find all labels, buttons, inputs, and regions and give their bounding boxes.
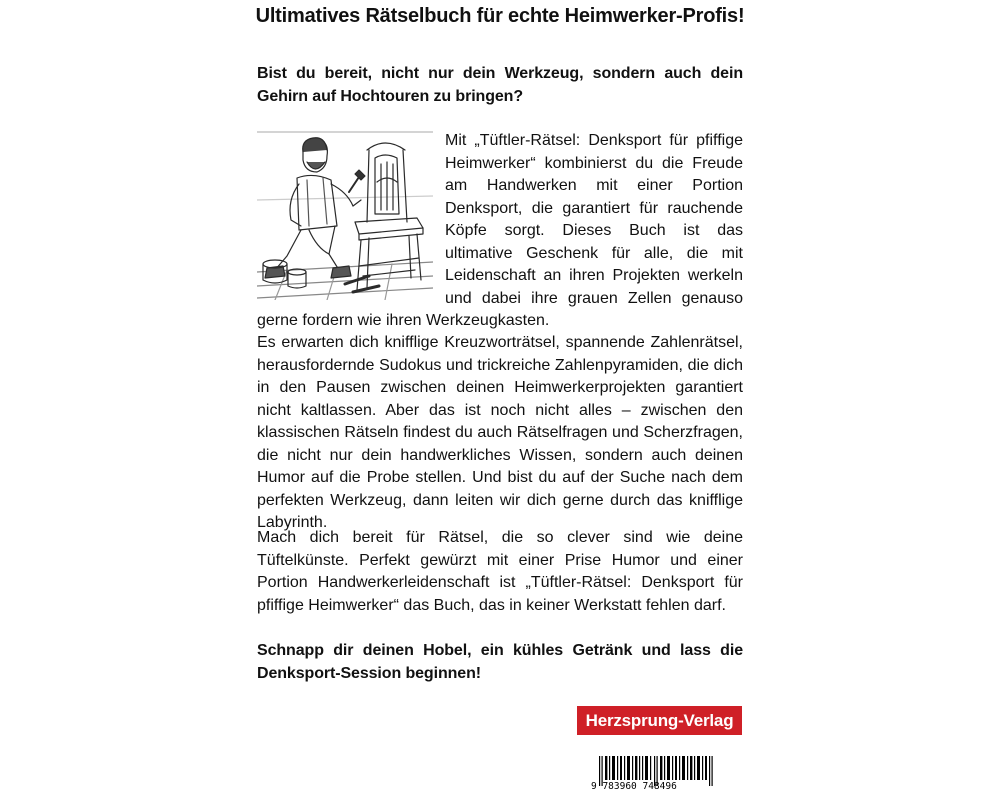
intro-question: Bist du bereit, nicht nur dein Werkzeug, sondern auch dein Gehirn auf Hochtouren zu bringen?	[257, 65, 743, 105]
barcode-digits: 9 783960 748496	[591, 781, 677, 792]
barcode-icon	[591, 756, 721, 800]
closing-call-to-action: Schnapp dir deinen Hobel, ein kühles Getränk und lass die Denksport-Session beginnen!	[257, 642, 743, 682]
intro-section	[257, 130, 743, 333]
paragraph-intro: Mit „Tüftler-Rätsel: Denksport für pfiffige Heimwerker“ kombinierst du die Freude am Handwerken mit einer Portion Denksport, die garantiert für rauchende Köpfe sorgt. Dieses Buch ist das ultimative Geschenk für alle, die mit Leidenschaft an ihren Projekten werkeln und dabei ihre grauen Zellen genauso gerne fordern wie ihren Werkzeugkasten.	[257, 132, 743, 329]
publisher-logo: Herzsprung-Verlag	[577, 706, 742, 735]
paragraph-humor: Mach dich bereit für Rätsel, die so clever sind wie deine Tüftelkünste. Perfekt gewürzt mit einer Prise Humor und einer Portion Handwerkerleidenschaft ist „Tüftler-Rätsel: Denksport für pfiffige Heimwerker“ das Buch, das in keiner Werkstatt fehlen darf.	[257, 529, 743, 614]
page-title: Ultimatives Rätselbuch für echte Heimwerker-Profis!	[255, 5, 745, 27]
paragraph-puzzles: Es erwarten dich knifflige Kreuzworträtsel, spannende Zahlenrätsel, herausfordernde Sudokus und trickreiche Zahlenpyramiden, die dich in den Pausen zwischen deinen Heimwerkerprojekten garantiert nicht kaltlassen. Aber das ist noch nicht alles – zwischen den klassischen Rätseln findest du auch Rätselfragen und Scherzfragen, die nicht nur dein handwerkliches Wissen, sondern auch deinen Humor auf die Probe stellen. Und bist du auf der Suche nach dem perfekten Werkzeug, dann leiten wir dich gerne durch das knifflige Labyrinth.	[257, 334, 743, 531]
craftsman-chair-illustration-icon	[257, 130, 433, 300]
